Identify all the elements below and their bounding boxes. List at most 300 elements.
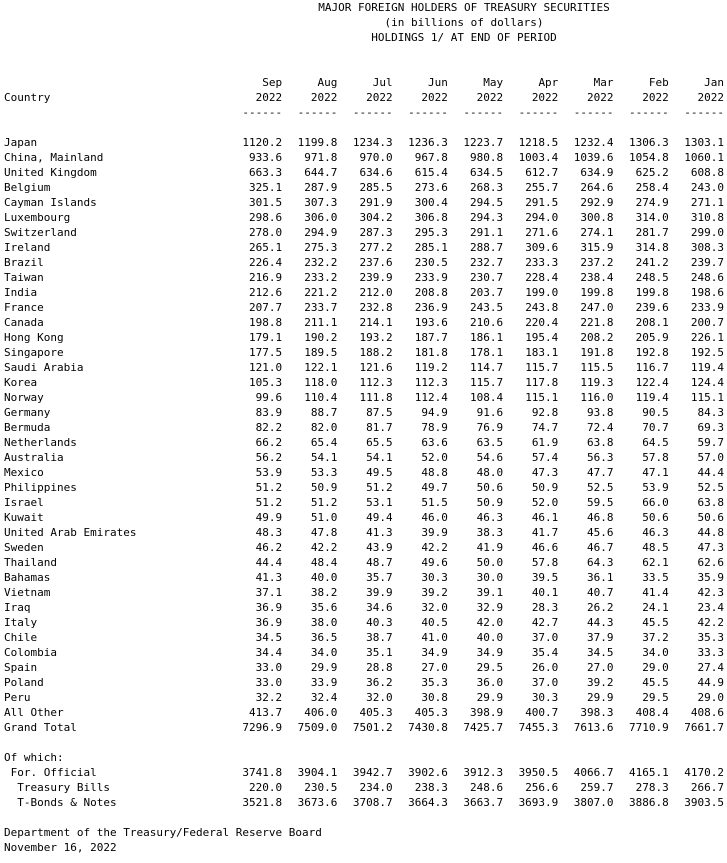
holding-value: 33.5 [642,571,669,584]
holding-value: 32.0 [421,601,448,614]
table-row [4,465,724,480]
holding-value: 99.6 [255,391,283,404]
holding-value: 287.9 [304,181,338,194]
table-row [4,360,724,375]
holding-value: 37.0 [531,676,559,689]
holding-value: 46.3 [476,511,504,524]
holding-value: 243.0 [690,181,725,194]
country-name: United Kingdom [4,166,97,179]
holding-value: 37.0 [531,631,559,644]
holding-value: 41.7 [531,526,559,539]
holding-value: 119.4 [690,361,725,374]
holding-value: 29.5 [476,661,504,674]
holding-value: 198.6 [690,286,725,299]
country-name: Mexico [4,466,44,479]
column-rule: ------ [573,106,614,119]
table-row [4,525,724,540]
holding-value: 211.1 [304,316,338,329]
holding-value: 82.0 [310,421,338,434]
country-name: Colombia [4,646,57,659]
holding-value: 105.3 [249,376,283,389]
holding-value: 248.5 [635,271,669,284]
holding-value: 625.2 [635,166,669,179]
holding-value: 115.1 [525,391,559,404]
holding-value: 24.1 [642,601,669,614]
holding-value: 44.8 [697,526,725,539]
country-name: India [4,286,38,299]
holding-value: 398.9 [469,706,504,719]
holding-value: 112.4 [414,391,448,404]
holding-value: 47.8 [310,526,338,539]
holding-value: 116.7 [635,361,669,374]
holding-value: 208.2 [580,331,614,344]
holding-value: 189.5 [304,346,338,359]
holding-value: 608.8 [690,166,725,179]
holding-value: 266.7 [690,781,725,794]
holding-value: 53.9 [642,481,669,494]
table-row [4,795,724,810]
holding-value: 258.4 [635,181,669,194]
holding-value: 51.2 [255,481,283,494]
holding-value: 3903.5 [684,796,725,809]
holding-value: 48.0 [476,466,504,479]
holding-value: 3904.1 [297,766,338,779]
holding-value: 970.0 [359,151,393,164]
holding-value: 230.5 [414,256,448,269]
holding-value: 3950.5 [518,766,559,779]
holding-value: 33.0 [255,676,283,689]
holding-value: 256.6 [525,781,559,794]
column-header-year: 2022 [310,91,338,104]
country-name: Iraq [4,601,31,614]
holding-value: 42.2 [421,541,448,554]
holding-value: 29.0 [642,661,669,674]
holding-value: 298.6 [249,211,283,224]
holding-value: 199.0 [525,286,559,299]
holding-value: 33.3 [697,646,725,659]
table-row [4,255,724,270]
holding-value: 281.7 [635,226,669,239]
country-name: Singapore [4,346,64,359]
holding-value: 1039.6 [573,151,614,164]
holding-value: 1218.5 [518,136,559,149]
holding-value: 190.2 [304,331,338,344]
holding-value: 45.5 [642,676,669,689]
holding-value: 117.8 [525,376,559,389]
column-header-year: 2022 [531,91,559,104]
holding-value: 274.9 [635,196,669,209]
holding-value: 1232.4 [573,136,614,149]
column-rule: ------ [629,106,669,119]
holding-value: 42.2 [697,616,725,629]
holding-value: 34.0 [642,646,669,659]
country-name: Brazil [4,256,44,269]
holding-value: 4170.2 [684,766,725,779]
country-name: Luxembourg [4,211,71,224]
holding-value: 114.7 [469,361,504,374]
holding-value: 62.6 [697,556,725,569]
holding-value: 294.3 [469,211,504,224]
holding-value: 32.0 [366,691,393,704]
holding-value: 33.9 [310,676,338,689]
country-name: Israel [4,496,44,509]
holding-value: 325.1 [249,181,283,194]
holding-value: 292.9 [580,196,614,209]
holding-value: 304.2 [359,211,393,224]
holding-value: 50.9 [476,496,504,509]
table-row [4,315,724,330]
holding-value: 43.9 [366,541,393,554]
holding-value: 32.9 [476,601,504,614]
holding-value: 228.4 [525,271,559,284]
holding-value: 216.9 [249,271,283,284]
table-row [4,630,724,645]
holding-value: 50.9 [310,481,338,494]
holding-value: 3708.7 [352,796,393,809]
holding-value: 285.5 [359,181,393,194]
holding-value: 315.9 [580,241,614,254]
holding-value: 35.3 [421,676,448,689]
country-name: Chile [4,631,38,644]
holding-value: 63.5 [476,436,504,449]
holding-value: 46.0 [421,511,448,524]
holding-value: 3663.7 [463,796,504,809]
holding-value: 221.2 [304,286,338,299]
holding-value: 615.4 [414,166,448,179]
holding-value: 193.2 [359,331,393,344]
holding-value: 50.0 [476,556,504,569]
holding-value: 7613.6 [573,721,614,734]
holding-value: 57.8 [642,451,669,464]
table-row [4,690,724,705]
holding-value: 111.8 [359,391,393,404]
holding-value: 46.8 [587,511,614,524]
country-name: Treasury Bills [4,781,110,794]
holding-value: 54.6 [476,451,504,464]
holding-value: 29.5 [642,691,669,704]
column-header-month: May [483,76,504,89]
table-row [4,150,724,165]
table-row [4,165,724,180]
holding-value: 36.9 [255,601,283,614]
holding-value: 1223.7 [463,136,504,149]
holding-value: 42.3 [697,586,725,599]
holding-value: 27.0 [421,661,448,674]
holding-value: 108.4 [469,391,504,404]
holding-value: 64.5 [642,436,669,449]
holding-value: 221.8 [580,316,614,329]
holding-value: 199.8 [635,286,669,299]
holding-value: 1120.2 [242,136,283,149]
holding-value: 47.1 [642,466,669,479]
holding-value: 1306.3 [629,136,669,149]
column-header-year: 2022 [476,91,504,104]
holding-value: 35.4 [531,646,559,659]
holding-value: 57.8 [531,556,559,569]
column-header-year: 2022 [366,91,393,104]
holding-value: 255.7 [525,181,559,194]
holding-value: 54.1 [310,451,338,464]
country-name: Cayman Islands [4,196,97,209]
holding-value: 314.0 [635,211,669,224]
holding-value: 271.1 [690,196,725,209]
holding-value: 83.9 [255,406,283,419]
country-name: For. Official [4,766,97,779]
table-row [4,285,724,300]
holding-value: 41.4 [642,586,669,599]
holding-value: 212.0 [359,286,393,299]
holding-value: 248.6 [469,781,504,794]
holding-value: 35.7 [366,571,393,584]
table-row [4,780,724,795]
holding-value: 46.7 [587,541,614,554]
holding-value: 74.7 [531,421,559,434]
holding-value: 644.7 [304,166,338,179]
holding-value: 226.4 [249,256,283,269]
holding-value: 1003.4 [518,151,559,164]
holding-value: 47.3 [697,541,725,554]
holding-value: 50.6 [476,481,504,494]
holdings-table-body [4,135,724,735]
column-header-month: Jun [427,76,448,89]
holding-value: 52.0 [531,496,559,509]
holding-value: 91.6 [476,406,504,419]
holding-value: 310.8 [690,211,725,224]
holding-value: 208.8 [414,286,448,299]
holding-value: 30.3 [531,691,559,704]
holding-value: 663.3 [249,166,283,179]
holding-value: 35.9 [697,571,725,584]
holding-value: 92.8 [531,406,559,419]
holding-value: 27.0 [587,661,614,674]
table-row [4,600,724,615]
country-name: Kuwait [4,511,44,524]
column-header-month: Aug [317,76,338,89]
holding-value: 72.4 [587,421,614,434]
holding-value: 48.4 [310,556,338,569]
column-rule: ------ [352,106,393,119]
holding-value: 1234.3 [352,136,393,149]
holding-value: 239.7 [690,256,725,269]
holding-value: 278.0 [249,226,283,239]
holding-value: 69.3 [697,421,725,434]
holding-value: 1060.1 [684,151,725,164]
country-name: Germany [4,406,51,419]
holding-value: 3912.3 [463,766,504,779]
holding-value: 259.7 [580,781,614,794]
country-name: Belgium [4,181,51,194]
holding-value: 28.8 [366,661,393,674]
holding-value: 232.8 [359,301,393,314]
holding-value: 309.6 [525,241,559,254]
holding-value: 46.2 [255,541,283,554]
holding-value: 3521.8 [242,796,283,809]
footer-date: November 16, 2022 [4,841,117,854]
holding-value: 195.4 [525,331,559,344]
holding-value: 84.3 [697,406,725,419]
holding-value: 230.5 [304,781,338,794]
holding-value: 34.5 [587,646,614,659]
table-row [4,585,724,600]
holding-value: 294.9 [304,226,338,239]
holding-value: 398.3 [580,706,614,719]
holding-value: 199.8 [580,286,614,299]
holding-value: 192.5 [690,346,725,359]
country-column-header: Country [4,91,51,104]
title-line-3: HOLDINGS 1/ AT END OF PERIOD [371,31,557,44]
holding-value: 277.2 [359,241,393,254]
holding-value: 405.3 [359,706,393,719]
holding-value: 239.6 [635,301,669,314]
holding-value: 116.0 [580,391,614,404]
holding-value: 237.2 [580,256,614,269]
holding-value: 112.3 [359,376,393,389]
table-row [4,705,724,720]
table-row [4,240,724,255]
holding-value: 49.9 [255,511,283,524]
holding-value: 400.7 [525,706,559,719]
holding-value: 62.1 [642,556,669,569]
holding-value: 119.3 [580,376,614,389]
country-name: Ireland [4,241,51,254]
holding-value: 1054.8 [629,151,669,164]
holding-value: 36.5 [310,631,338,644]
holding-value: 94.9 [421,406,448,419]
holding-value: 248.6 [690,271,725,284]
holding-value: 300.8 [580,211,614,224]
header-rule-row [4,105,724,120]
table-row [4,405,724,420]
holding-value: 234.0 [359,781,393,794]
holding-value: 35.1 [366,646,393,659]
holding-value: 294.5 [469,196,504,209]
holding-value: 78.9 [421,421,448,434]
holding-value: 233.2 [304,271,338,284]
holding-value: 53.3 [310,466,338,479]
holding-value: 1236.3 [408,136,448,149]
holding-value: 271.6 [525,226,559,239]
holding-value: 241.2 [635,256,669,269]
holding-value: 45.6 [587,526,614,539]
holding-value: 48.8 [421,466,448,479]
holding-value: 278.3 [635,781,669,794]
holding-value: 39.9 [421,526,448,539]
holding-value: 208.1 [635,316,669,329]
holding-value: 306.0 [304,211,338,224]
holding-value: 40.7 [587,586,614,599]
holding-value: 122.1 [304,361,338,374]
holding-value: 7661.7 [684,721,725,734]
holding-value: 243.5 [469,301,504,314]
table-row [4,300,724,315]
holding-value: 37.2 [642,631,669,644]
table-row [4,390,724,405]
holding-value: 37.9 [587,631,614,644]
table-row [4,180,724,195]
holding-value: 3807.0 [573,796,614,809]
holding-value: 3741.8 [242,766,283,779]
country-name: Vietnam [4,586,51,599]
holding-value: 38.2 [310,586,338,599]
holding-value: 115.1 [690,391,725,404]
holding-value: 3902.6 [408,766,448,779]
holding-value: 33.0 [255,661,283,674]
holding-value: 413.7 [249,706,283,719]
holding-value: 50.6 [642,511,669,524]
holding-value: 3693.9 [518,796,559,809]
holding-value: 34.4 [255,646,283,659]
holding-value: 63.6 [421,436,448,449]
country-name: Korea [4,376,38,389]
holding-value: 971.8 [304,151,338,164]
title-line-1: MAJOR FOREIGN HOLDERS OF TREASURY SECURITIES [318,1,610,14]
holding-value: 29.0 [697,691,725,704]
holding-value: 210.6 [469,316,504,329]
table-row [4,135,724,150]
footer-source: Department of the Treasury/Federal Reserve Board [4,826,322,839]
country-name: Peru [4,691,31,704]
holding-value: 46.6 [531,541,559,554]
holding-value: 41.0 [421,631,448,644]
holding-value: 36.0 [476,676,504,689]
holding-value: 48.5 [642,541,669,554]
column-rule: ------ [408,106,448,119]
holding-value: 40.5 [421,616,448,629]
holding-value: 44.4 [255,556,283,569]
holding-value: 243.8 [525,301,559,314]
holding-value: 220.4 [525,316,559,329]
holding-value: 34.6 [366,601,393,614]
table-row [4,450,724,465]
holding-value: 177.5 [249,346,283,359]
country-name: T-Bonds & Notes [4,796,117,809]
holding-value: 34.5 [255,631,283,644]
holding-value: 61.9 [531,436,559,449]
holding-value: 7425.7 [463,721,504,734]
column-header-year: 2022 [587,91,614,104]
country-name: Grand Total [4,721,77,734]
holding-value: 273.6 [414,181,448,194]
holding-value: 39.2 [421,586,448,599]
holding-value: 232.7 [469,256,504,269]
holding-value: 47.3 [531,466,559,479]
table-row [4,435,724,450]
holding-value: 291.5 [525,196,559,209]
holding-value: 38.3 [476,526,504,539]
holding-value: 178.1 [469,346,504,359]
holding-value: 205.9 [635,331,669,344]
holding-value: 188.2 [359,346,393,359]
holding-value: 30.0 [476,571,504,584]
holding-value: 41.3 [255,571,283,584]
country-name: Bahamas [4,571,51,584]
table-row [4,225,724,240]
holding-value: 236.9 [414,301,448,314]
holding-value: 306.8 [414,211,448,224]
holding-value: 23.4 [697,601,725,614]
holding-value: 56.2 [255,451,283,464]
holding-value: 30.8 [421,691,448,704]
column-header-year: 2022 [697,91,725,104]
holding-value: 192.8 [635,346,669,359]
holding-value: 29.9 [310,661,338,674]
holding-value: 53.1 [366,496,393,509]
holding-value: 87.5 [366,406,393,419]
holding-value: 285.1 [414,241,448,254]
holding-value: 38.7 [366,631,393,644]
holding-value: 93.8 [587,406,614,419]
holding-value: 65.4 [310,436,338,449]
